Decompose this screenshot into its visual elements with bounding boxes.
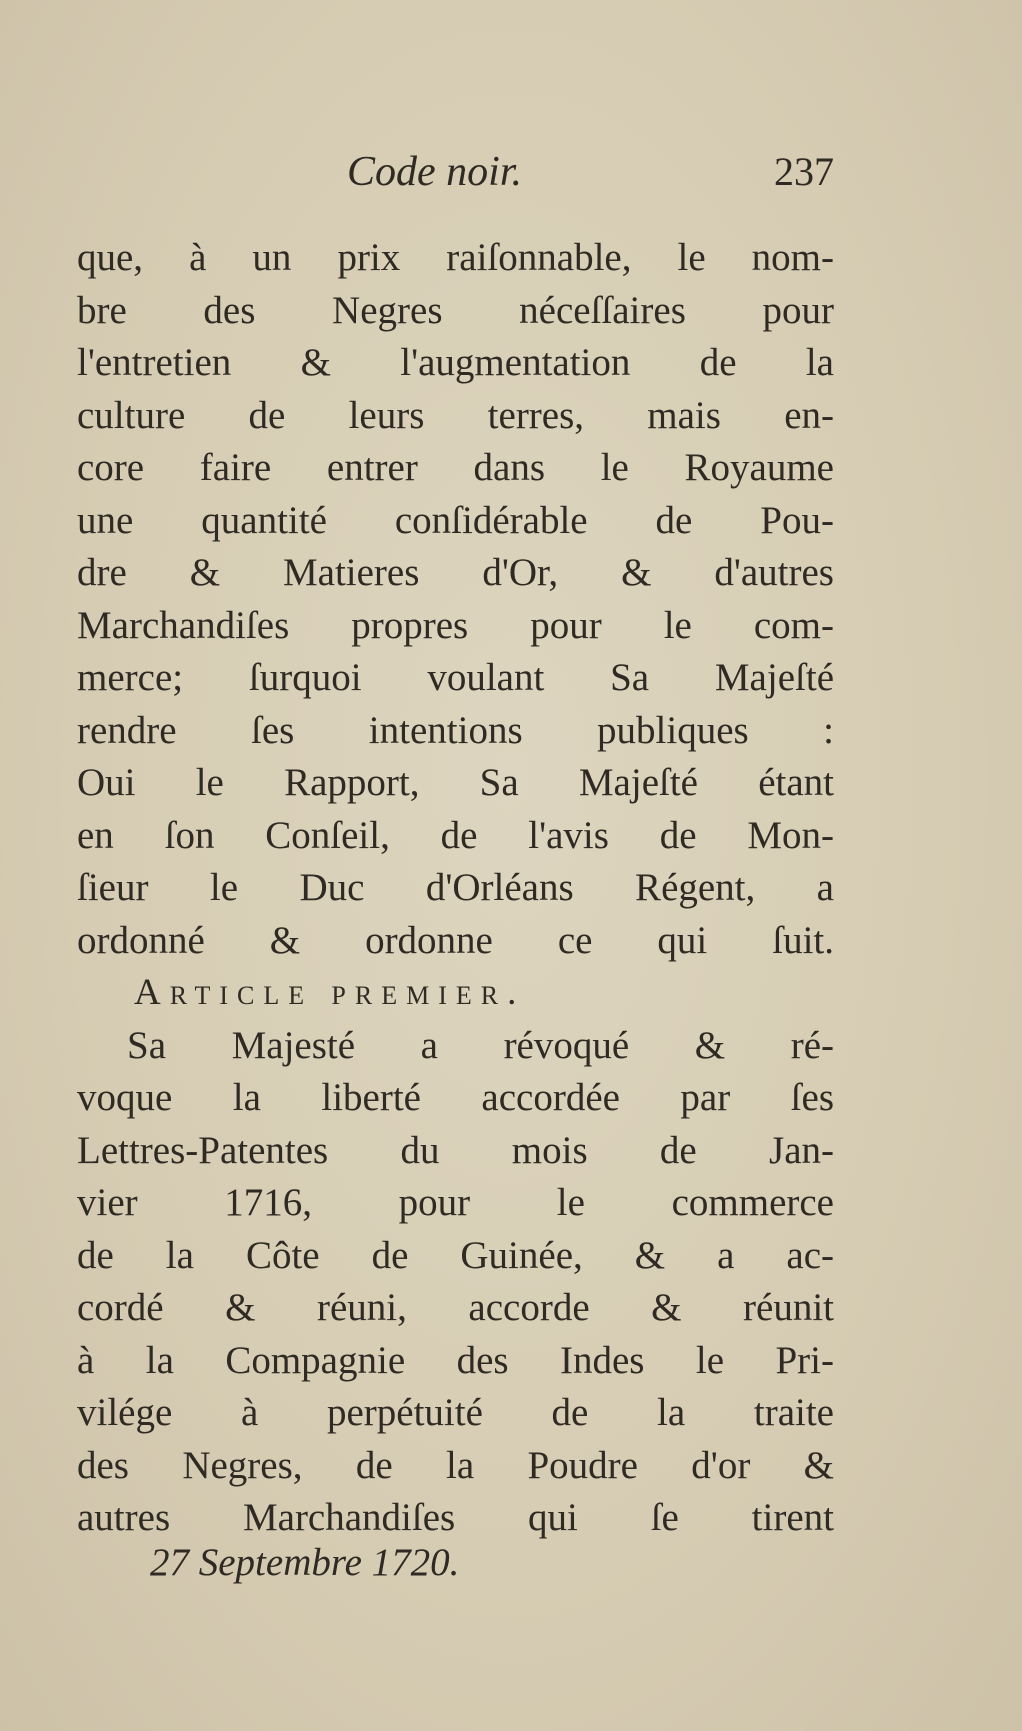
footer-date: 27 Septembre 1720. bbox=[150, 1541, 460, 1584]
text-line: Sa Majesté a révoqué & ré- bbox=[127, 1023, 834, 1067]
article-heading: Article premier. bbox=[134, 972, 526, 1013]
running-title: Code noir. bbox=[347, 149, 523, 195]
text-line: voque la liberté accordée par ſes bbox=[77, 1076, 834, 1119]
text-line: bre des Negres néceſſaires pour bbox=[77, 288, 834, 332]
text-line: à la Compagnie des Indes le Pri- bbox=[77, 1338, 834, 1382]
text-line: merce; ſurquoi voulant Sa Majeſté bbox=[77, 656, 834, 699]
text-line: Oui le Rapport, Sa Majeſté étant bbox=[77, 761, 834, 804]
text-line: cordé & réuni, accorde & réunit bbox=[77, 1286, 834, 1329]
text-line: Lettres-Patentes du mois de Jan- bbox=[77, 1128, 834, 1172]
text-line: core faire entrer dans le Royaume bbox=[77, 446, 834, 489]
text-line: une quantité conſidérable de Pou- bbox=[77, 498, 834, 542]
text-line: rendre ſes intentions publiques : bbox=[77, 708, 834, 752]
text-line: Marchandiſes propres pour le com- bbox=[77, 603, 834, 647]
text-line: de la Côte de Guinée, & a ac- bbox=[77, 1233, 834, 1277]
text-line: ſieur le Duc d'Orléans Régent, a bbox=[77, 866, 834, 909]
page-body-text bbox=[77, 232, 834, 1545]
text-line: que, à un prix raiſonnable, le nom- bbox=[77, 236, 834, 279]
text-line: culture de leurs terres, mais en- bbox=[77, 393, 834, 437]
text-line: des Negres, de la Poudre d'or & bbox=[77, 1443, 834, 1487]
text-line: l'entretien & l'augmentation de la bbox=[77, 341, 834, 384]
page-header bbox=[77, 148, 834, 198]
page-number: 237 bbox=[774, 149, 834, 194]
text-line: autres Marchandiſes qui ſe tirent bbox=[77, 1496, 834, 1539]
text-line: en ſon Conſeil, de l'avis de Mon- bbox=[77, 813, 834, 857]
text-line: vier 1716, pour le commerce bbox=[77, 1181, 834, 1224]
text-line: vilége à perpétuité de la traite bbox=[77, 1391, 834, 1434]
text-line: dre & Matieres d'Or, & d'autres bbox=[77, 551, 834, 594]
text-line: ordonné & ordonne ce qui ſuit. bbox=[77, 918, 834, 962]
